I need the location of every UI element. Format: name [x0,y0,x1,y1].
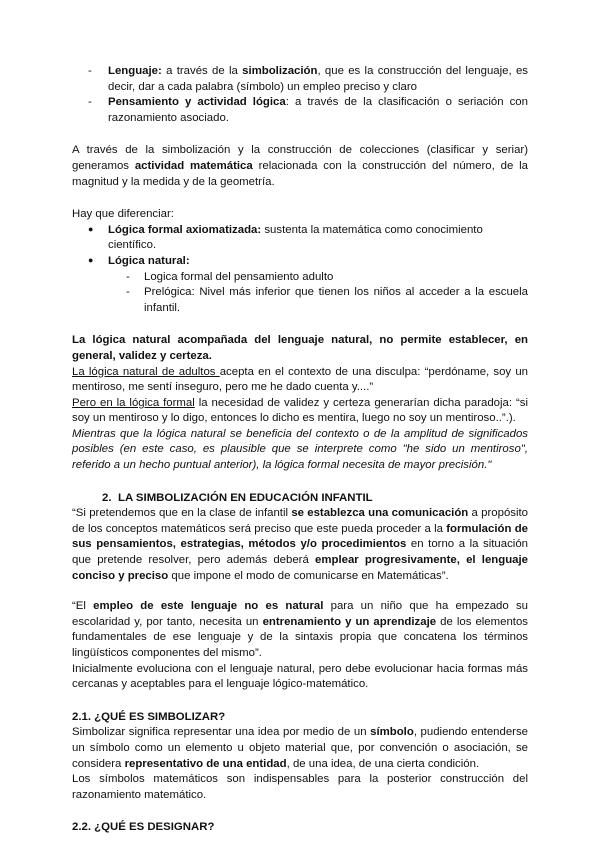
subsection-heading-2-2: 2.2. ¿QUÉ ES DESIGNAR? [72,821,215,834]
document-page [72,64,528,836]
subsection-heading-2-1: 2.1. ¿QUÉ ES SIMBOLIZAR? [72,710,226,723]
list-item: - Lenguaje: a través de la simbolización, que es la construcción del lenguaje, es decir, dar a cada palabra (símbolo) un empleo preciso y claro [72,64,528,95]
list-item: - Prelógica: Nivel más inferior que tienen los niños al acceder a la escuela infantil. [72,285,528,316]
list-item: - Pensamiento y actividad lógica: a través de la clasificación o seriación con razonamiento asociado. [72,95,528,126]
list-item: ● Lógica natural: - Logica formal del pensamiento adulto - Prelógica: Nivel más inferior que tienen los niños al acceder a la escuela infantil. [72,254,528,316]
paragraph: Pero en la lógica formal la necesidad de validez y certeza generarían dicha paradoja: “si soy un mentiroso y lo digo, entonces lo dicho es mentira, luego no soy un mentiroso..”.). [72,396,528,425]
paragraph-italic: Mientras que la lógica natural se beneficia del contexto o de la amplitud de significados posibles (en este caso, es plausible que se interprete como "he sido un mentiroso", referido a un hecho puntual anterior), la lógica formal necesita de mayor precisión." [72,427,528,472]
paragraph: A través de la simbolización y la construcción de colecciones (clasificar y seriar) generamos actividad matemática relacionada con la construcción del número, de la magnitud y la medida y de la geometría. [72,144,528,188]
paragraph: La lógica natural de adultos acepta en el contexto de una disculpa: “perdóname, soy un mentiroso, me sentí inseguro, pero me he dado cuenta y....” [72,365,529,394]
paragraph-intro: Hay que diferenciar: [72,208,174,221]
list-item: - Logica formal del pensamiento adulto [72,270,528,286]
paragraph: “El empleo de este lenguaje no es natural para un niño que ha empezado su escolaridad y, por tanto, necesita un entrenamiento y un aprendizaje de los elementos fundamentales de ese lenguaje y de la sintaxis propia que concatena los términos lingüísticos componentes del mismo”. [72,600,528,659]
term-bold: Lenguaje: [108,65,162,77]
paragraph: “Si pretendemos que en la clase de infantil se establezca una comunicación a propósito de los conceptos matemáticos será preciso que este pueda proceder a la formulación de sus pensamientos, estrategias, métodos y/o procedimientos en torno a la situación que pretende resolver, pero además deberá emplear progresivamente, el lenguaje conciso y preciso que impone el modo de comunicarse en Matemáticas”. [72,507,529,582]
list-item: ● Lógica formal axiomatizada: sustenta la matemática como conocimiento científico. [72,223,528,254]
section-heading: 2. LA SIMBOLIZACIÓN EN EDUCACIÓN INFANTIL [102,491,373,504]
paragraph: Simbolizar significa representar una idea por medio de un símbolo, pudiendo entenderse un símbolo como un elemento u objeto material que, por convención o asociación, se considera representativo de una entidad, de una idea, de una cierta condición. [72,726,529,770]
paragraph-bold: La lógica natural acompañada del lenguaje natural, no permite establecer, en general, validez y certeza. [72,334,528,362]
paragraph: Los símbolos matemáticos son indispensables para la posterior construcción del razonamiento matemático. [72,773,528,801]
dash-list-1 [72,64,528,126]
sub-list [72,270,528,317]
term-bold: Pensamiento y actividad lógica [108,96,286,109]
paragraph: Inicialmente evoluciona con el lenguaje natural, pero debe evolucionar hacia formas más cercanas y aceptables para el lenguaje lógico-matemático. [72,662,528,691]
bullet-list [72,223,528,317]
